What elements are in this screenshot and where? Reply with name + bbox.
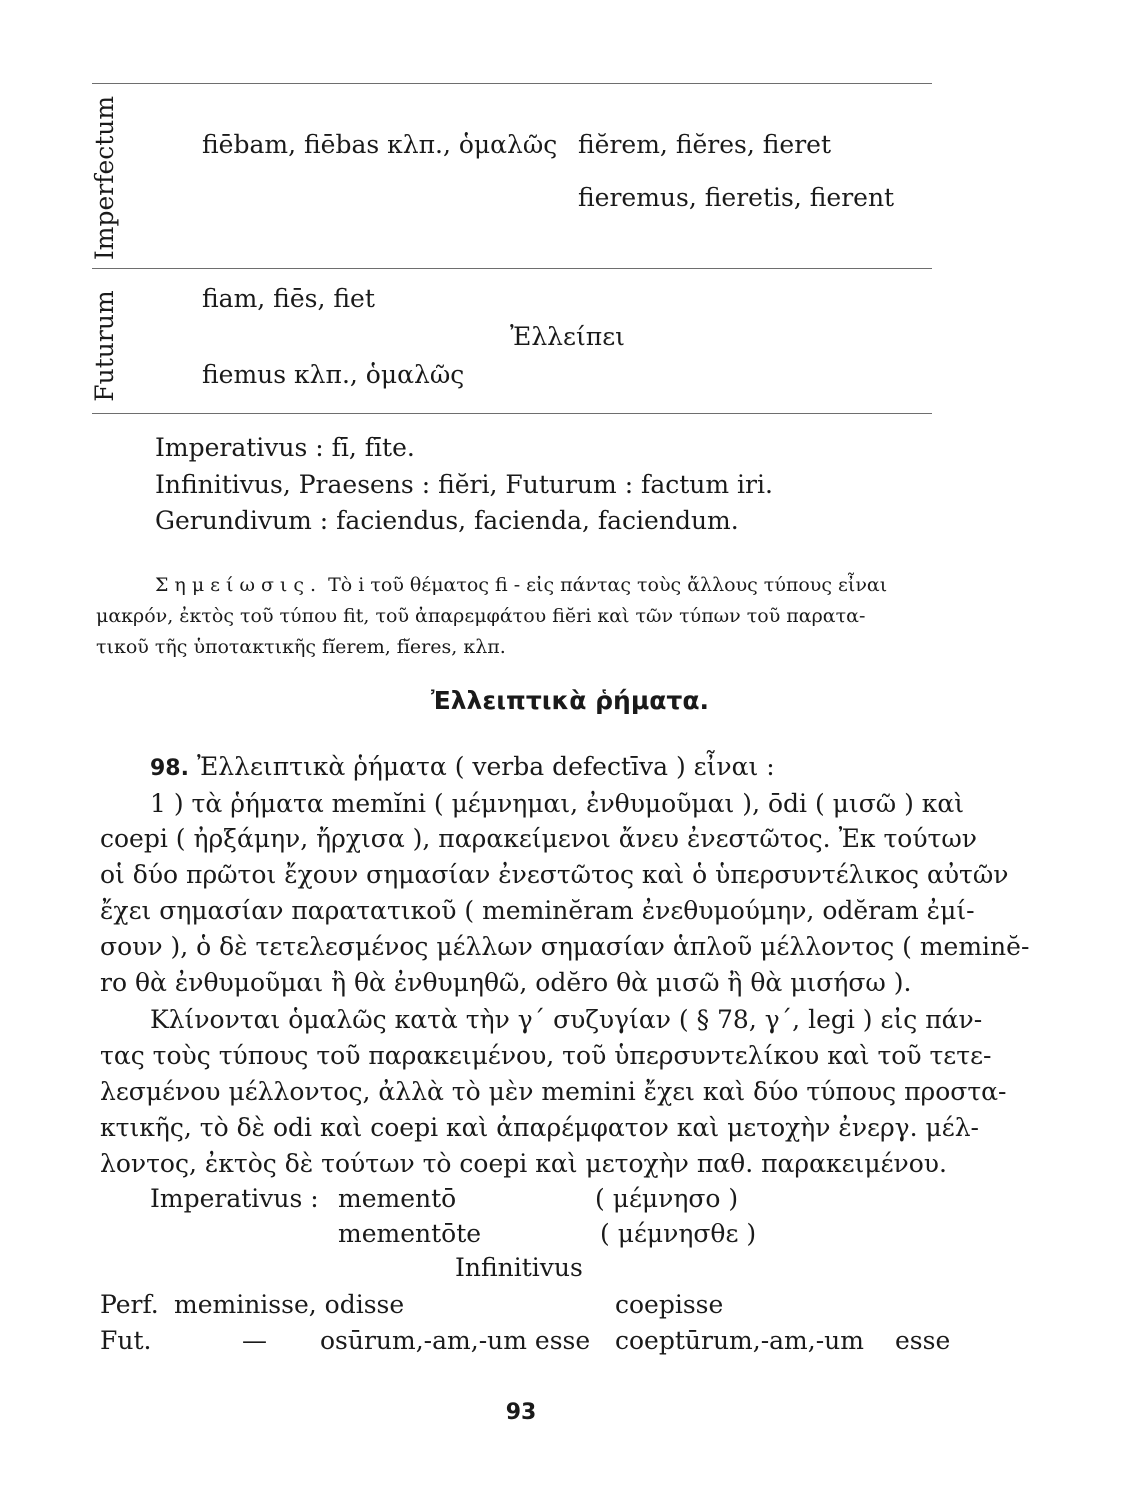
imperfectum-indicative: fiēbam, fiēbas κλπ., ὁμαλῶς	[202, 130, 558, 159]
table-bottom-rule	[92, 413, 932, 414]
perf-forms: meminisse, odisse	[174, 1290, 405, 1319]
fut-label: Fut.	[100, 1326, 152, 1355]
infinitivus-line: Infinitivus, Praesens : fiĕri, Futurum : factum iri.	[155, 470, 773, 499]
fut-coepi: coeptūrum,-am,-um	[615, 1326, 864, 1355]
note-line3: τικοῦ τῆς ὑποτακτικῆς fĭerem, fĭeres, κλπ.	[96, 636, 506, 658]
paragraph-98-line: ro θὰ ἐνθυμοῦμαι ἢ θὰ ἐνθυμηθῶ, odĕro θὰ μισῶ ἢ θὰ μισήσω ).	[100, 968, 912, 997]
memini-imperative-label: Imperativus :	[150, 1184, 319, 1213]
paragraph-98-intro-text: Ἐλλειπτικὰ ῥήματα ( verba defectīva ) εἶναι :	[196, 752, 775, 781]
imperfectum-subjunctive-line2: fieremus, fieretis, fierent	[578, 183, 895, 212]
perf-coepi: coepisse	[615, 1290, 724, 1319]
paragraph-98-line: 1 ) τὰ ῥήματα memĭni ( μέμνημαι, ἐνθυμοῦμαι ), ōdi ( μισῶ ) καὶ	[150, 789, 965, 818]
imperfectum-label: Imperfectum	[90, 95, 119, 261]
infinitivus-title: Infinitivus	[455, 1253, 583, 1282]
memini-imperative-singular-greek: ( μέμνησο )	[595, 1184, 739, 1213]
futurum-label: Futurum	[90, 290, 119, 402]
futurum-line1: fiam, fiēs, fiet	[202, 284, 375, 313]
paragraph-98-line: λοντος, ἐκτὸς δὲ τούτων τὸ coepi καὶ μετοχὴν παθ. παρακειμένου.	[100, 1149, 947, 1178]
table-top-rule	[92, 83, 932, 84]
paragraph-98-line: λεσμένου μέλλοντος, ἀλλὰ τὸ μὲν memini ἔχει καὶ δύο τύπους προστα-	[100, 1077, 1007, 1106]
section-heading: Ἐλλειπτικὰ ῥήματα.	[430, 686, 710, 715]
paragraph-98-line: coepi ( ἠρξάμην, ἤρχισα ), παρακείμενοι ἄνευ ἐνεστῶτος. Ἐκ τούτων	[100, 824, 977, 853]
paragraph-98-line: Κλίνονται ὁμαλῶς κατὰ τὴν γ΄ συζυγίαν ( § 78, γ΄, legi ) εἰς πάν-	[150, 1005, 983, 1034]
perf-label: Perf.	[100, 1290, 159, 1319]
futurum-line2: fiemus κλπ., ὁμαλῶς	[202, 360, 465, 389]
note-text-line1: Τὸ i τοῦ θέματος fi - εἰς πάντας τοὺς ἄλλους τύπους εἶναι	[328, 574, 888, 596]
paragraph-98-line: ἔχει σημασίαν παρατατικοῦ ( meminĕram ἐνεθυμούμην, odĕram ἐμί-	[100, 896, 975, 925]
fut-esse: esse	[895, 1326, 951, 1355]
paragraph-98-line: κτικῆς, τὸ δὲ odi καὶ coepi καὶ ἀπαρέμφατον καὶ μετοχὴν ἐνεργ. μέλ-	[100, 1113, 980, 1142]
memini-imperative-singular: mementō	[338, 1184, 457, 1213]
memini-imperative-plural-greek: ( μέμνησθε )	[600, 1219, 757, 1248]
imperativus-line: Imperativus : fī, fīte.	[155, 433, 415, 462]
note-line1	[155, 574, 887, 596]
futurum-missing: Ἐλλείπει	[510, 322, 625, 351]
paragraph-98-line: τας τοὺς τύπους τοῦ παρακειμένου, τοῦ ὑπερσυντελίκου καὶ τοῦ τετε-	[100, 1041, 992, 1070]
fut-dash: —	[242, 1326, 267, 1355]
table-middle-rule	[92, 268, 932, 269]
paragraph-98-line: σουν ), ὁ δὲ τετελεσμένος μέλλων σημασίαν ἁπλοῦ μέλλοντος ( meminĕ-	[100, 932, 1030, 961]
paragraph-number: 98.	[150, 756, 189, 781]
page-number: 93	[505, 1400, 537, 1425]
gerundivum-line: Gerundivum : faciendus, facienda, faciendum.	[155, 506, 739, 535]
note-line2: μακρόν, ἐκτὸς τοῦ τύπου fit, τοῦ ἀπαρεμφάτου fiĕri καὶ τῶν τύπων τοῦ παρατα-	[96, 605, 866, 627]
note-title: Σημείωσις.	[155, 574, 323, 596]
paragraph-98-line: οἱ δύο πρῶτοι ἔχουν σημασίαν ἐνεστῶτος καὶ ὁ ὑπερσυντέλικος αὐτῶν	[100, 860, 1009, 889]
fut-odi: osūrum,-am,-um esse	[320, 1326, 591, 1355]
imperfectum-subjunctive-line1: fiĕrem, fiĕres, fieret	[578, 130, 832, 159]
paragraph-98-intro	[150, 752, 775, 781]
memini-imperative-plural: mementōte	[338, 1219, 482, 1248]
